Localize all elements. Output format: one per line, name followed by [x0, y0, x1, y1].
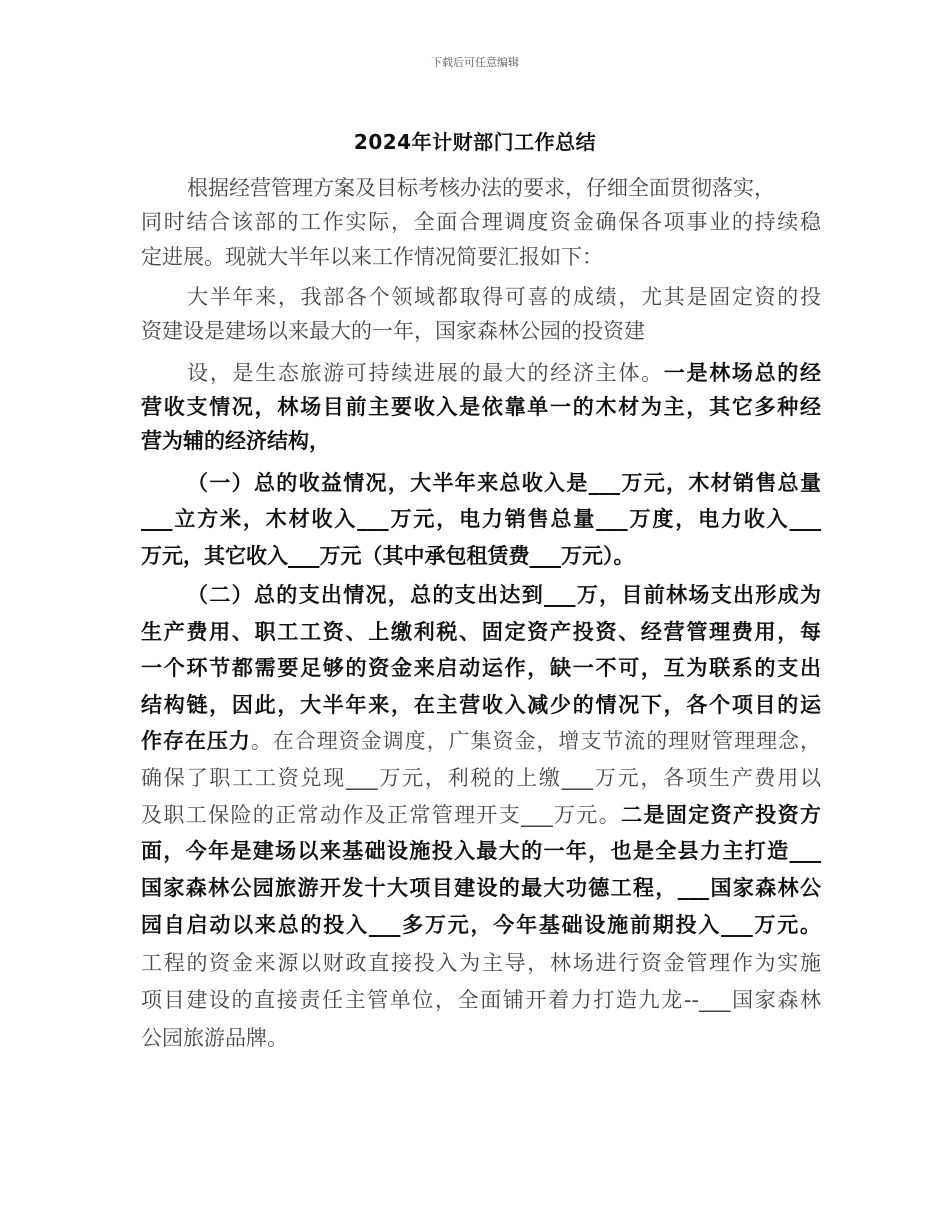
body-line	[141, 615, 821, 649]
bold-text-segment: 万元，其它收入___万元（其中承包租赁费___万元）。	[141, 544, 635, 568]
body-line	[141, 908, 821, 942]
bold-text-segment: 一个环节都需要足够的资金来启动运作，缺一不可，互为联系的支出	[141, 656, 821, 680]
body-line	[141, 871, 821, 905]
body-line	[141, 724, 821, 758]
body-line	[141, 834, 821, 868]
text-segment: 根据经营管理方案及目标考核办法的要求，仔细全面贯彻落实，	[187, 176, 775, 200]
body-line	[141, 539, 821, 573]
text-segment: 定进展。现就大半年以来工作情况简要汇报如下：	[141, 245, 603, 269]
body-line	[141, 946, 821, 980]
bold-text-segment: （二）总的支出情况，总的支出达到___万，目前林场支出形成为	[187, 583, 821, 607]
text-segment: 大半年来，我部各个领域都取得可喜的成绩，尤其是固定资的投	[187, 285, 821, 309]
bold-text-segment: （一）总的收益情况，大半年来总收入是___万元，木材销售总量	[187, 471, 821, 495]
bold-text-segment: 园自启动以来总的投入___多万元，今年基础设施前期投入___万元。	[141, 913, 821, 937]
body-line	[141, 205, 821, 239]
text-segment: 工程的资金来源以财政直接投入为主导，林场进行资金管理作为实施	[141, 951, 821, 975]
text-segment: 同时结合该部的工作实际，全面合理调度资金确保各项事业的持续稳	[141, 210, 821, 234]
page-header: 下载后可任意编辑	[431, 56, 519, 69]
body-line	[187, 466, 821, 500]
body-line	[141, 424, 821, 458]
text-segment: 确保了职工工资兑现___万元，利税的上缴___万元，各项生产费用以	[141, 766, 821, 790]
body-line	[141, 240, 821, 274]
body-line	[141, 1021, 821, 1055]
body-line	[141, 651, 821, 685]
bold-text-segment: 营收支情况，林场目前主要收入是依靠单一的木材为主，其它多种经	[141, 395, 821, 419]
bold-text-segment: 作存在压力	[141, 729, 251, 753]
bold-text-segment: ___立方米，木材收入___万元，电力销售总量___万度，电力收入___	[141, 507, 821, 531]
bold-text-segment: 一是林场总的经	[663, 361, 821, 385]
bold-text-segment: 营为辅的经济结构，	[141, 429, 330, 453]
text-segment: 设，是生态旅游可持续进展的最大的经济主体。	[187, 361, 664, 385]
bold-text-segment: 二是固定资产投资方	[621, 803, 821, 827]
text-segment: 及职工保险的正常动作及正常管理开支___万元。	[141, 803, 622, 827]
body-line	[141, 502, 821, 536]
bold-text-segment: 结构链，因此，大半年来，在主营收入减少的情况下，各个项目的运	[141, 693, 821, 717]
body-line	[187, 356, 821, 390]
text-segment: 。在合理资金调度，广集资金，增支节流的理财管理理念，	[250, 729, 821, 753]
body-line	[141, 983, 821, 1017]
document-title: 2024年计财部门工作总结	[353, 130, 597, 154]
body-line	[141, 390, 821, 424]
bold-text-segment: 生产费用、职工工资、上缴利税、固定资产投资、经营管理费用，每	[141, 620, 821, 644]
body-line	[187, 578, 821, 612]
body-line	[187, 171, 821, 205]
bold-text-segment: 面，今年是建场以来基础设施投入最大的一年，也是全县力主打造___	[141, 839, 821, 863]
text-segment: 资建设是建场以来最大的一年，国家森林公园的投资建	[141, 319, 645, 343]
body-line	[187, 280, 821, 314]
body-line	[141, 688, 821, 722]
text-segment: 项目建设的直接责任主管单位，全面铺开着力打造九龙--___国家森林	[141, 988, 821, 1012]
body-line	[141, 798, 821, 832]
text-segment: 公园旅游品牌。	[141, 1026, 288, 1050]
bold-text-segment: 国家森林公园旅游开发十大项目建设的最大功德工程，___国家森林公	[141, 876, 821, 900]
body-line	[141, 314, 821, 348]
body-line	[141, 761, 821, 795]
